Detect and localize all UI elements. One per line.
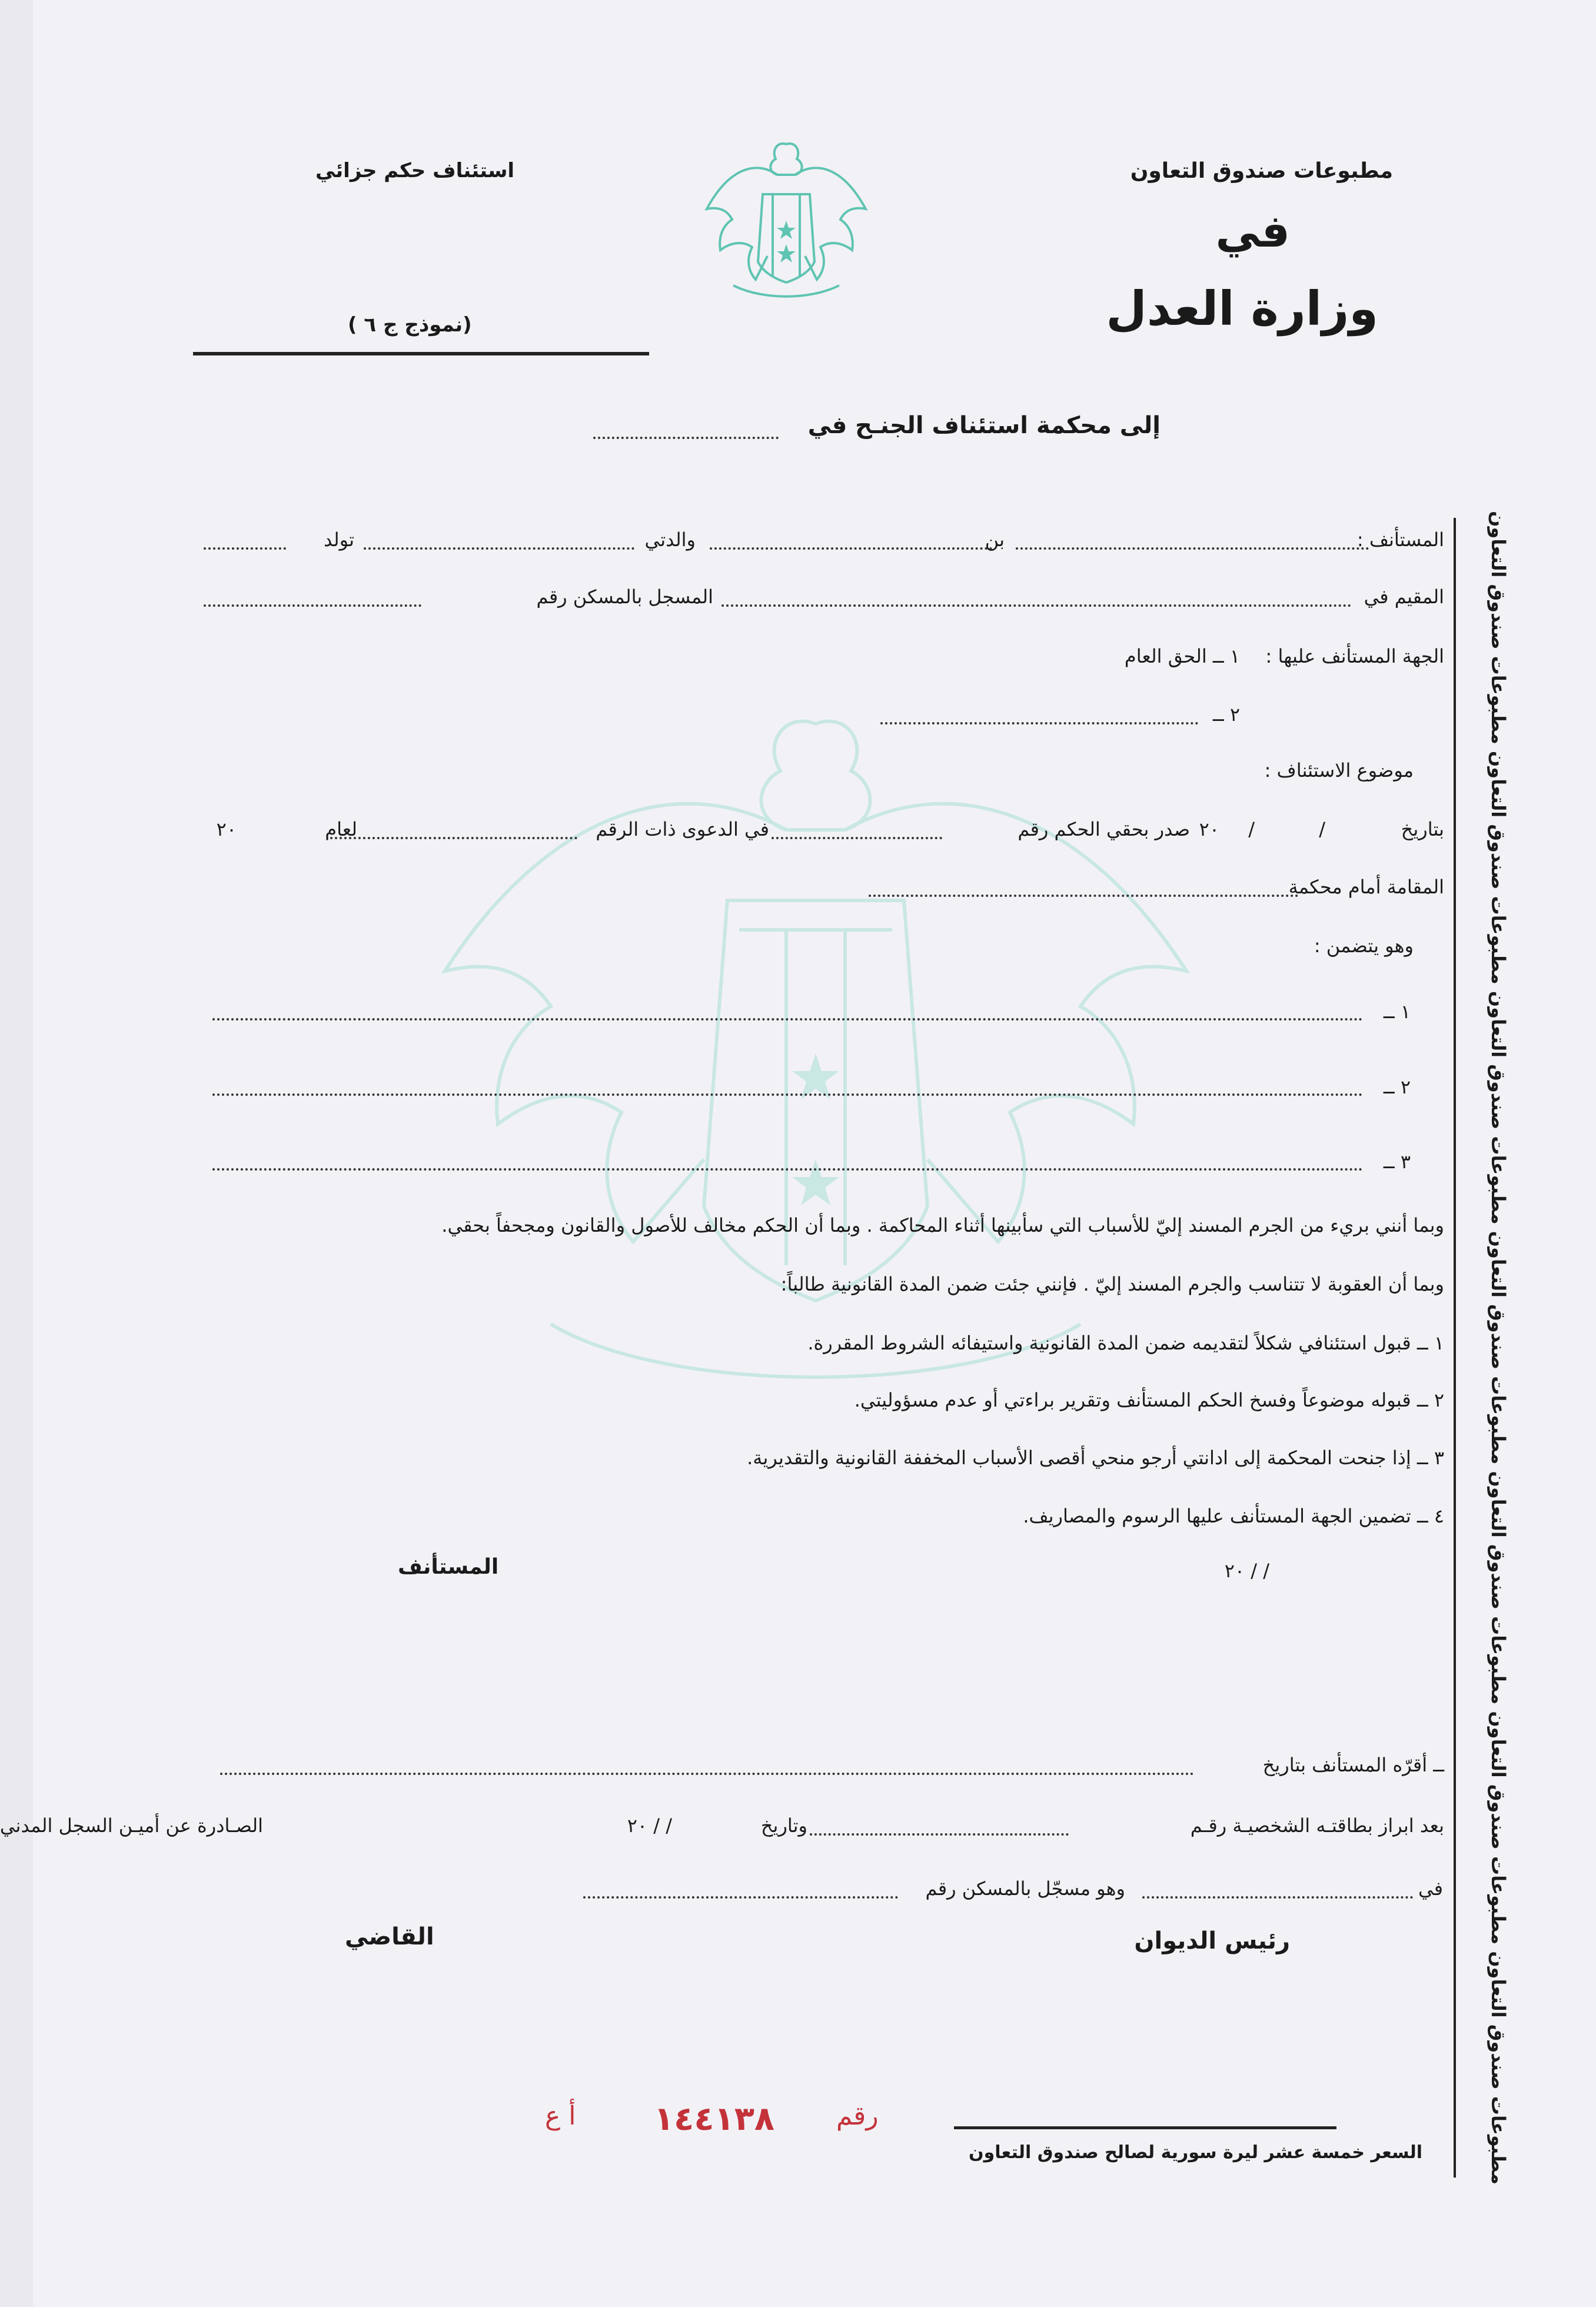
request-3: ٣ ــ إذا جنحت المحكمة إلى ادانتي أرجو منحي أقصى الأسباب المخففة القانونية والتقديرية. — [747, 1447, 1444, 1469]
son-of-label: بن — [985, 528, 1005, 551]
price-label: السعر خمسة عشر ليرة سورية لصالح صندوق التعاون — [969, 2142, 1423, 2163]
fi-label: في — [1215, 205, 1290, 257]
item-2-label: ٢ ــ — [1383, 1076, 1411, 1098]
appellee-2-label: ٢ ــ — [1212, 703, 1240, 726]
publisher-label: مطبوعات صندوق التعاون — [1130, 159, 1393, 183]
paragraph-1: وبما أنني بريء من الجرم المسند إليّ للأسباب التي سأبينها أثناء المحاكمة . وبما أن الحكم مخالف للأصول والقانون ومجحفاً بحقي. — [441, 1214, 1444, 1236]
before-court-label: المقامة أمام محكمة — [1288, 876, 1444, 898]
court-fill-line[interactable] — [593, 437, 779, 439]
item-1-field[interactable] — [212, 1018, 1363, 1020]
price-rule — [954, 2126, 1336, 2129]
item-1-label: ١ ــ — [1383, 1000, 1411, 1023]
eagle-watermark-icon — [374, 677, 1257, 1501]
for-year-label: لعام — [325, 818, 357, 840]
header-rule — [193, 352, 649, 355]
paragraph-2: وبما أن العقوبة لا تتناسب والجرم المسند إليّ . فإنني جئت ضمن المدة القانونية طالباً: — [780, 1273, 1444, 1295]
ack-place-field[interactable] — [1142, 1896, 1413, 1899]
subject-label: موضوع الاستئناف : — [1264, 759, 1414, 782]
request-4: ٤ ــ تضمين الجهة المستأنف عليها الرسوم والمصاريف. — [1023, 1505, 1444, 1527]
ack-date-value: / / ٢٠ — [627, 1814, 672, 1837]
item-2-field[interactable] — [212, 1093, 1363, 1096]
ack-issuer-label: الصـادرة عن أميـن السجل المدني — [0, 1814, 263, 1837]
ack-in-label: في — [1418, 1877, 1443, 1900]
includes-label: وهو يتضمن : — [1314, 935, 1414, 957]
appellee-label: الجهة المستأنف عليها : — [1265, 645, 1444, 667]
birth-field[interactable] — [204, 547, 286, 550]
appellee-public-right: ١ ــ الحق العام — [1124, 645, 1240, 667]
form-model-label: (نموذج ج ٦ ) — [348, 313, 472, 337]
form-type-label: استئناف حكم جزائي — [315, 159, 515, 182]
ack-id-label: بعد ابراز بطاقتـه الشخصيـة رقـم — [1190, 1814, 1444, 1837]
eagle-emblem-icon — [698, 132, 875, 303]
dated-label: بتاريخ — [1401, 818, 1444, 840]
signature-date: / / ٢٠ — [1224, 1560, 1269, 1582]
mother-name-field[interactable] — [364, 547, 634, 550]
ack-date-label: وتاريخ — [760, 1814, 807, 1837]
request-1: ١ ــ قبول استئنافي شكلاً لتقديمه ضمن المدة القانونية واستيفائه الشروط المقررة. — [807, 1332, 1444, 1354]
resident-label: المقيم في — [1364, 586, 1444, 608]
appellant-name-field[interactable] — [1016, 547, 1369, 550]
date-slash-2: / — [1248, 818, 1255, 840]
date-year-prefix: ٢٠ — [1199, 818, 1219, 840]
court-line: إلى محكمة استئناف الجنـح في — [807, 412, 1161, 439]
id-number-field[interactable] — [810, 1833, 1069, 1836]
ack-registry-label: وهو مسجّل بالمسكن رقم — [925, 1877, 1125, 1900]
registry-number-field[interactable] — [204, 604, 421, 607]
serial-prefix: رقم — [836, 2101, 879, 2131]
item-3-label: ٣ ــ — [1383, 1151, 1411, 1173]
verdict-number-field[interactable] — [772, 837, 942, 839]
case-year-prefix: ٢٠ — [216, 818, 237, 840]
case-number-field[interactable] — [330, 837, 577, 839]
appellant-signature-label: المستأنف — [398, 1555, 499, 1579]
side-rule — [1454, 518, 1456, 2178]
item-3-field[interactable] — [212, 1168, 1363, 1171]
father-name-field[interactable] — [710, 547, 992, 550]
born-label: تولد — [324, 528, 354, 551]
registered-label: المسجل بالمسكن رقم — [536, 586, 713, 608]
residence-field[interactable] — [721, 604, 1351, 607]
serial-number: ١٤٤١٣٨ — [654, 2100, 775, 2138]
issued-label: صدر بحقي الحكم رقم — [1018, 818, 1190, 840]
request-2: ٢ ــ قبوله موضوعاً وفسخ الحكم المستأنف وتقرير براءتي أو عدم مسؤوليتي. — [854, 1389, 1444, 1411]
diwan-head-label: رئيس الديوان — [1134, 1927, 1290, 1954]
appellee-2-field[interactable] — [880, 722, 1198, 724]
side-publisher-text: مطبوعات صندوق التعاون مطبوعات صندوق التعاون مطبوعات صندوق التعاون مطبوعات صندوق التعاون مطبوعات صندوق التعاون مطبوعات صندوق التعاون مطبوعات صندوق التعاون — [1487, 511, 1509, 2185]
ack-line-1: ــ أقرّه المستأنف بتاريخ — [1262, 1754, 1444, 1776]
judge-label: القاضي — [345, 1923, 434, 1950]
ack-registry-field[interactable] — [583, 1896, 898, 1899]
ministry-title: وزارة العدل — [1106, 281, 1378, 336]
before-court-field[interactable] — [869, 895, 1298, 897]
in-case-label: في الدعوى ذات الرقم — [596, 818, 769, 840]
mother-label: والدتي — [644, 528, 696, 551]
appellant-label: المستأنف : — [1356, 528, 1444, 551]
date-slash-1: / — [1319, 818, 1325, 840]
ack-date-field[interactable] — [220, 1773, 1194, 1775]
serial-suffix: أ ع — [545, 2101, 576, 2131]
